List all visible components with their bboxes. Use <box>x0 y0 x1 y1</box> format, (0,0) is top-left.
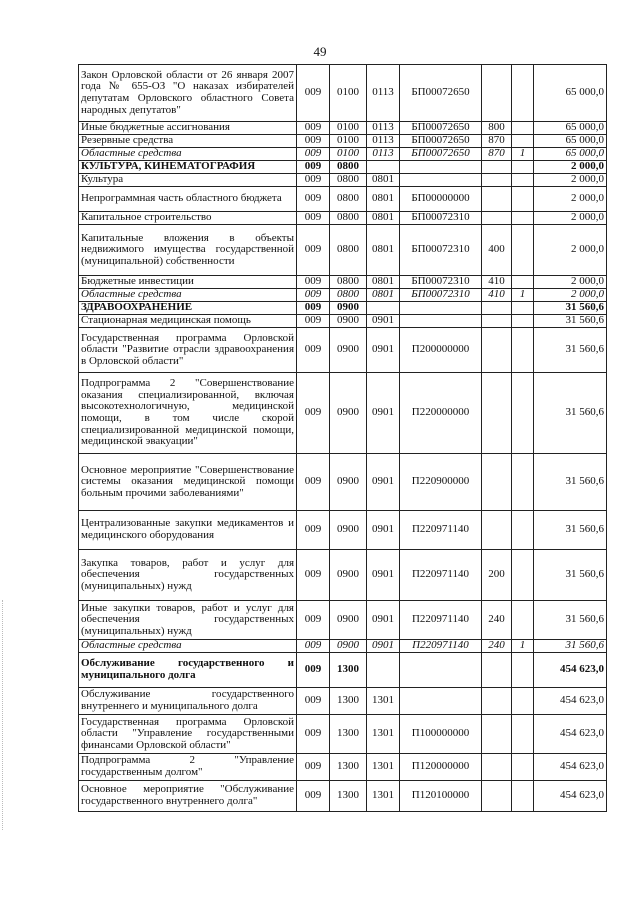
cell-ist: 1 <box>512 640 534 653</box>
cell-pr: 1301 <box>367 688 400 715</box>
table-row <box>79 212 607 225</box>
cell-ved: 009 <box>297 315 330 328</box>
table-row <box>79 653 607 688</box>
cell-rz: 0800 <box>330 212 367 225</box>
cell-ved: 009 <box>297 601 330 640</box>
cell-pr: 0801 <box>367 276 400 289</box>
cell-vr <box>482 187 512 212</box>
scan-margin-marks <box>2 600 7 830</box>
cell-rz: 0800 <box>330 187 367 212</box>
table-row <box>79 511 607 550</box>
cell-rz: 1300 <box>330 715 367 754</box>
cell-rz: 0100 <box>330 148 367 161</box>
cell-pr: 0113 <box>367 122 400 135</box>
cell-ist <box>512 373 534 454</box>
cell-vr <box>482 174 512 187</box>
cell-amount: 31 560,6 <box>534 328 607 373</box>
cell-name: Основное мероприятие "Совершенствование системы оказания медицинской помощи больным прочими заболеваниями" <box>79 454 297 511</box>
cell-ved: 009 <box>297 225 330 276</box>
cell-rz: 0900 <box>330 302 367 315</box>
cell-vr <box>482 688 512 715</box>
cell-name: Капитальное строительство <box>79 212 297 225</box>
cell-pr: 0901 <box>367 511 400 550</box>
cell-rz: 0900 <box>330 550 367 601</box>
cell-pr: 0901 <box>367 550 400 601</box>
cell-csr: БП00072310 <box>400 225 482 276</box>
cell-csr: БП00072650 <box>400 65 482 122</box>
cell-ved: 009 <box>297 781 330 812</box>
table-row <box>79 640 607 653</box>
table-row <box>79 715 607 754</box>
cell-ist <box>512 511 534 550</box>
table-row <box>79 781 607 812</box>
cell-ved: 009 <box>297 653 330 688</box>
cell-vr: 870 <box>482 135 512 148</box>
cell-amount: 2 000,0 <box>534 225 607 276</box>
cell-amount: 31 560,6 <box>534 601 607 640</box>
cell-amount: 454 623,0 <box>534 688 607 715</box>
table-row <box>79 148 607 161</box>
cell-vr <box>482 328 512 373</box>
table-row <box>79 225 607 276</box>
cell-ist <box>512 135 534 148</box>
cell-csr: П120000000 <box>400 754 482 781</box>
cell-name: Областные средства <box>79 148 297 161</box>
cell-vr <box>482 754 512 781</box>
cell-amount: 2 000,0 <box>534 289 607 302</box>
cell-pr <box>367 653 400 688</box>
table-row <box>79 601 607 640</box>
cell-amount: 65 000,0 <box>534 65 607 122</box>
cell-ist <box>512 122 534 135</box>
table-row <box>79 276 607 289</box>
cell-pr: 0113 <box>367 65 400 122</box>
cell-rz: 0100 <box>330 122 367 135</box>
cell-csr: П220971140 <box>400 511 482 550</box>
cell-ved: 009 <box>297 161 330 174</box>
table-row <box>79 754 607 781</box>
cell-name: Подпрограмма 2 "Совершенствование оказания специализированной, включая высокотехнологичную, медицинской помощи, в том числе скорой специализированной медицинской помощи, медицинской эвакуации" <box>79 373 297 454</box>
cell-csr <box>400 161 482 174</box>
cell-csr: П220900000 <box>400 454 482 511</box>
cell-rz: 1300 <box>330 754 367 781</box>
table-row <box>79 550 607 601</box>
cell-name: Государственная программа Орловской области "Развитие отрасли здравоохранения в Орловской области" <box>79 328 297 373</box>
cell-pr <box>367 302 400 315</box>
cell-ist <box>512 161 534 174</box>
table-row <box>79 289 607 302</box>
cell-name: ЗДРАВООХРАНЕНИЕ <box>79 302 297 315</box>
table-row <box>79 328 607 373</box>
budget-table-body <box>79 65 607 812</box>
cell-vr: 240 <box>482 640 512 653</box>
cell-amount: 31 560,6 <box>534 454 607 511</box>
cell-pr: 0901 <box>367 373 400 454</box>
cell-csr <box>400 653 482 688</box>
cell-name: Иные бюджетные ассигнования <box>79 122 297 135</box>
cell-csr: БП00072650 <box>400 148 482 161</box>
cell-rz: 0900 <box>330 454 367 511</box>
cell-name: Обслуживание государственного и муниципального долга <box>79 653 297 688</box>
cell-rz: 1300 <box>330 688 367 715</box>
budget-table <box>78 64 607 812</box>
cell-ist <box>512 187 534 212</box>
cell-name: Государственная программа Орловской области "Управление государственными финансами Орловской области" <box>79 715 297 754</box>
cell-vr <box>482 373 512 454</box>
table-row <box>79 688 607 715</box>
cell-amount: 65 000,0 <box>534 135 607 148</box>
table-row <box>79 454 607 511</box>
cell-amount: 31 560,6 <box>534 550 607 601</box>
cell-rz: 1300 <box>330 781 367 812</box>
cell-ist <box>512 315 534 328</box>
cell-rz: 0100 <box>330 65 367 122</box>
cell-amount: 65 000,0 <box>534 148 607 161</box>
cell-amount: 31 560,6 <box>534 511 607 550</box>
cell-pr: 0113 <box>367 148 400 161</box>
cell-rz: 0900 <box>330 511 367 550</box>
cell-amount: 31 560,6 <box>534 315 607 328</box>
cell-vr <box>482 302 512 315</box>
cell-name: Закупка товаров, работ и услуг для обеспечения государственных (муниципальных) нужд <box>79 550 297 601</box>
table-row <box>79 174 607 187</box>
cell-ved: 009 <box>297 328 330 373</box>
cell-pr: 1301 <box>367 715 400 754</box>
cell-pr: 0801 <box>367 174 400 187</box>
cell-amount: 454 623,0 <box>534 781 607 812</box>
cell-rz: 0900 <box>330 601 367 640</box>
cell-ist: 1 <box>512 148 534 161</box>
cell-amount: 2 000,0 <box>534 174 607 187</box>
cell-name: Обслуживание государственного внутреннего и муниципального долга <box>79 688 297 715</box>
table-row <box>79 161 607 174</box>
cell-amount: 2 000,0 <box>534 161 607 174</box>
cell-pr: 0801 <box>367 289 400 302</box>
table-row <box>79 373 607 454</box>
cell-name: Подпрограмма 2 "Управление государственным долгом" <box>79 754 297 781</box>
cell-name: Стационарная медицинская помощь <box>79 315 297 328</box>
cell-ved: 009 <box>297 289 330 302</box>
cell-pr: 1301 <box>367 781 400 812</box>
cell-csr: П220971140 <box>400 601 482 640</box>
cell-amount: 454 623,0 <box>534 653 607 688</box>
cell-ved: 009 <box>297 65 330 122</box>
cell-rz: 0800 <box>330 174 367 187</box>
cell-ved: 009 <box>297 454 330 511</box>
cell-pr: 0901 <box>367 328 400 373</box>
cell-ist <box>512 715 534 754</box>
cell-amount: 2 000,0 <box>534 187 607 212</box>
cell-ved: 009 <box>297 511 330 550</box>
table-row <box>79 302 607 315</box>
cell-csr: БП00000000 <box>400 187 482 212</box>
cell-ved: 009 <box>297 174 330 187</box>
cell-ist <box>512 601 534 640</box>
cell-csr <box>400 688 482 715</box>
cell-vr: 410 <box>482 276 512 289</box>
cell-rz: 0800 <box>330 276 367 289</box>
cell-csr <box>400 174 482 187</box>
cell-ist: 1 <box>512 289 534 302</box>
cell-rz: 0900 <box>330 373 367 454</box>
cell-pr: 0901 <box>367 315 400 328</box>
cell-csr: БП00072650 <box>400 135 482 148</box>
cell-ist <box>512 225 534 276</box>
cell-ved: 009 <box>297 550 330 601</box>
cell-vr: 400 <box>482 225 512 276</box>
cell-pr: 0801 <box>367 225 400 276</box>
cell-pr: 0901 <box>367 601 400 640</box>
cell-ist <box>512 754 534 781</box>
cell-vr: 800 <box>482 122 512 135</box>
cell-csr <box>400 302 482 315</box>
cell-ist <box>512 653 534 688</box>
cell-amount: 31 560,6 <box>534 640 607 653</box>
cell-amount: 454 623,0 <box>534 754 607 781</box>
cell-name: Культура <box>79 174 297 187</box>
cell-vr: 410 <box>482 289 512 302</box>
cell-pr: 0901 <box>367 454 400 511</box>
cell-pr <box>367 161 400 174</box>
cell-pr: 0901 <box>367 640 400 653</box>
cell-rz: 0800 <box>330 225 367 276</box>
cell-rz: 0900 <box>330 315 367 328</box>
cell-ved: 009 <box>297 754 330 781</box>
cell-ved: 009 <box>297 122 330 135</box>
cell-pr: 0801 <box>367 187 400 212</box>
cell-name: Областные средства <box>79 289 297 302</box>
cell-vr <box>482 781 512 812</box>
cell-rz: 0800 <box>330 289 367 302</box>
cell-csr: П220971140 <box>400 550 482 601</box>
cell-vr <box>482 454 512 511</box>
cell-ved: 009 <box>297 688 330 715</box>
cell-amount: 31 560,6 <box>534 373 607 454</box>
cell-vr: 200 <box>482 550 512 601</box>
cell-name: Основное мероприятие "Обслуживание государственного внутреннего долга" <box>79 781 297 812</box>
cell-ved: 009 <box>297 302 330 315</box>
cell-amount: 2 000,0 <box>534 276 607 289</box>
cell-pr: 0113 <box>367 135 400 148</box>
cell-vr <box>482 653 512 688</box>
cell-csr: БП00072650 <box>400 122 482 135</box>
cell-vr: 240 <box>482 601 512 640</box>
cell-amount: 454 623,0 <box>534 715 607 754</box>
table-row <box>79 122 607 135</box>
cell-csr: П100000000 <box>400 715 482 754</box>
cell-ist <box>512 454 534 511</box>
cell-csr: БП00072310 <box>400 212 482 225</box>
cell-rz: 1300 <box>330 653 367 688</box>
cell-name: Централизованные закупки медикаментов и медицинского оборудования <box>79 511 297 550</box>
cell-csr: БП00072310 <box>400 289 482 302</box>
cell-vr: 870 <box>482 148 512 161</box>
cell-ved: 009 <box>297 212 330 225</box>
page-number: 49 <box>313 44 327 59</box>
cell-name: Иные закупки товаров, работ и услуг для обеспечения государственных (муниципальных) нужд <box>79 601 297 640</box>
cell-amount: 31 560,6 <box>534 302 607 315</box>
cell-vr <box>482 212 512 225</box>
cell-ved: 009 <box>297 135 330 148</box>
cell-vr <box>482 511 512 550</box>
cell-ist <box>512 781 534 812</box>
cell-ist <box>512 174 534 187</box>
cell-ved: 009 <box>297 373 330 454</box>
cell-ved: 009 <box>297 148 330 161</box>
cell-vr <box>482 715 512 754</box>
cell-amount: 65 000,0 <box>534 122 607 135</box>
table-row <box>79 135 607 148</box>
cell-vr <box>482 65 512 122</box>
table-row <box>79 187 607 212</box>
cell-csr: П200000000 <box>400 328 482 373</box>
cell-ist <box>512 65 534 122</box>
cell-rz: 0900 <box>330 640 367 653</box>
table-row <box>79 315 607 328</box>
cell-ist <box>512 328 534 373</box>
table-row <box>79 65 607 122</box>
cell-ist <box>512 302 534 315</box>
cell-csr: БП00072310 <box>400 276 482 289</box>
cell-ved: 009 <box>297 715 330 754</box>
cell-name: КУЛЬТУРА, КИНЕМАТОГРАФИЯ <box>79 161 297 174</box>
cell-rz: 0100 <box>330 135 367 148</box>
cell-ved: 009 <box>297 640 330 653</box>
cell-name: Непрограммная часть областного бюджета <box>79 187 297 212</box>
cell-vr <box>482 161 512 174</box>
cell-name: Бюджетные инвестиции <box>79 276 297 289</box>
cell-csr <box>400 315 482 328</box>
cell-ved: 009 <box>297 276 330 289</box>
cell-name: Закон Орловской области от 26 января 2007 года № 655-ОЗ "О наказах избирателей депутатам Орловского областного Совета народных депутатов" <box>79 65 297 122</box>
cell-name: Областные средства <box>79 640 297 653</box>
cell-csr: П220971140 <box>400 640 482 653</box>
cell-pr: 1301 <box>367 754 400 781</box>
cell-ist <box>512 688 534 715</box>
cell-ved: 009 <box>297 187 330 212</box>
cell-rz: 0900 <box>330 328 367 373</box>
cell-csr: П120100000 <box>400 781 482 812</box>
cell-ist <box>512 212 534 225</box>
cell-name: Резервные средства <box>79 135 297 148</box>
cell-ist <box>512 550 534 601</box>
cell-name: Капитальные вложения в объекты недвижимого имущества государственной (муниципальной) собственности <box>79 225 297 276</box>
cell-amount: 2 000,0 <box>534 212 607 225</box>
cell-pr: 0801 <box>367 212 400 225</box>
cell-csr: П220000000 <box>400 373 482 454</box>
cell-ist <box>512 276 534 289</box>
cell-rz: 0800 <box>330 161 367 174</box>
cell-vr <box>482 315 512 328</box>
